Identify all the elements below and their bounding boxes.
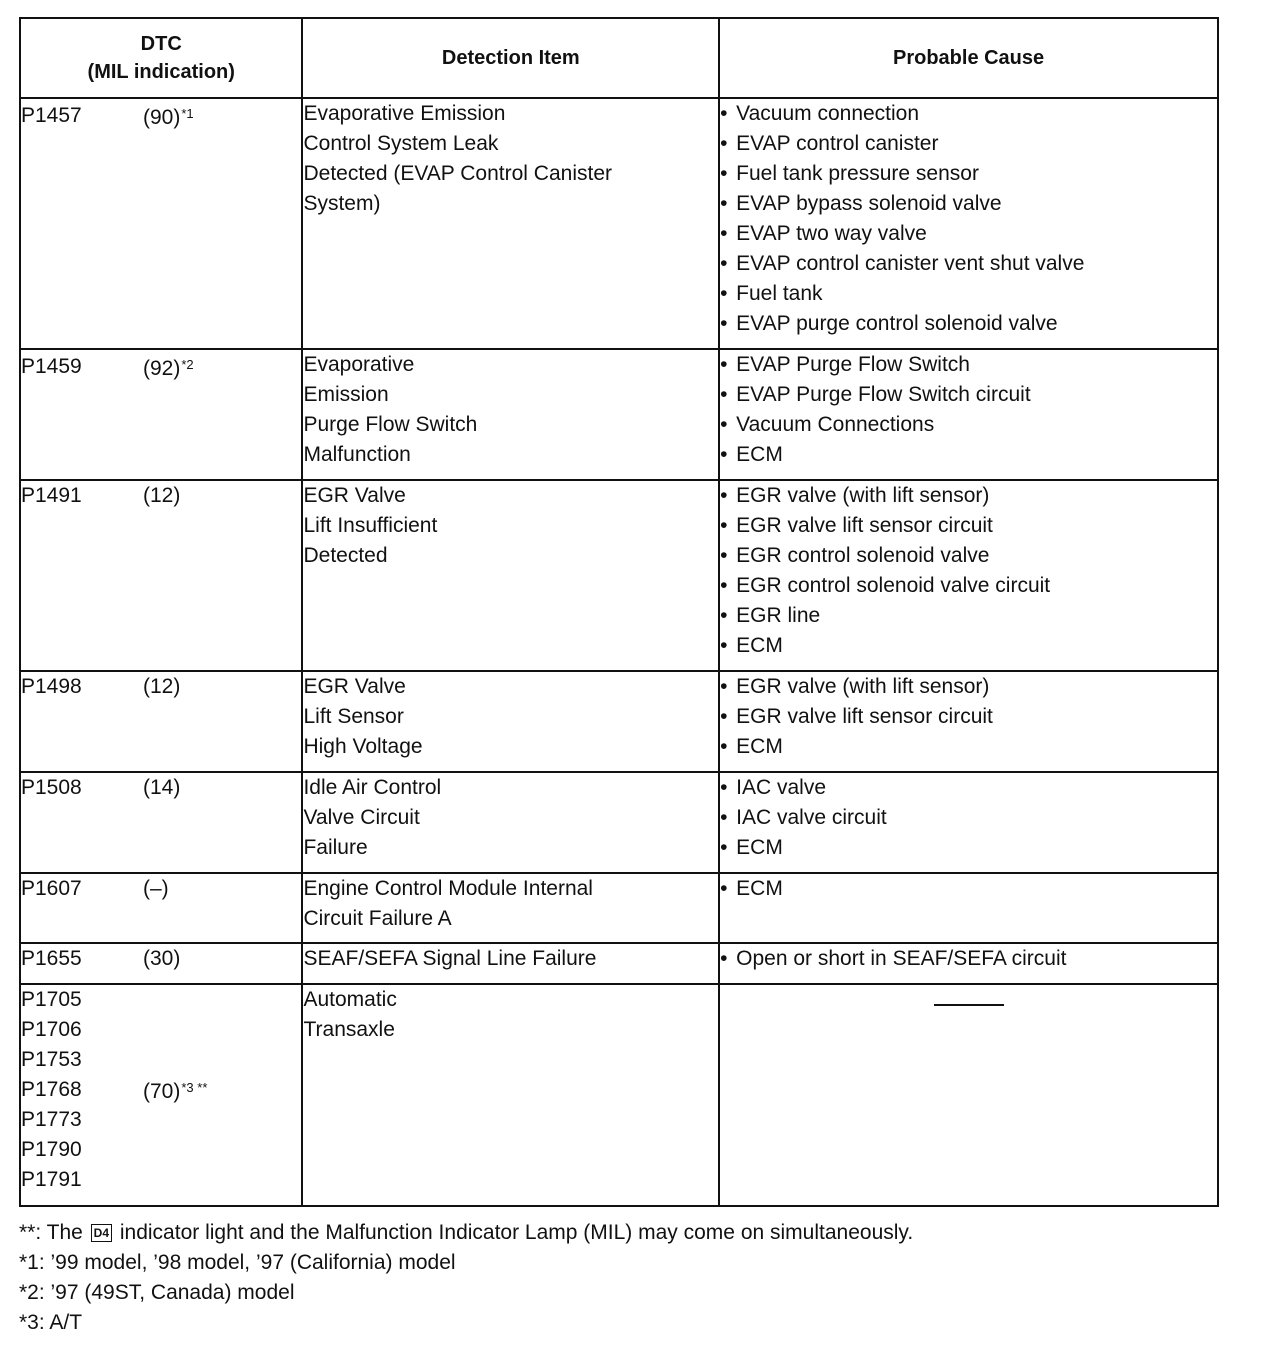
dtc-code: P1491 [21, 484, 82, 508]
detection-item-line: Malfunction [303, 443, 411, 466]
dtc-table [19, 17, 1219, 1207]
detection-item-cell [302, 98, 719, 349]
dtc-code: P1459 [21, 355, 82, 378]
dtc-code: P1706 [21, 1018, 82, 1041]
probable-cause-cell [719, 349, 1218, 480]
dtc-code: P1508 [21, 776, 82, 800]
mil-footnote-ref: *2 [181, 357, 194, 372]
detection-item-line: Evaporative Emission [303, 102, 506, 125]
header-dtc-line1: DTC [140, 33, 182, 55]
mil-indication [143, 672, 180, 702]
mil-indication [143, 773, 180, 803]
detection-item-cell [302, 349, 719, 480]
dtc-codes [21, 101, 143, 131]
footnote-d4-prefix: **: The [19, 1221, 83, 1244]
dtc-cell [20, 984, 302, 1206]
probable-cause-item: • EGR valve (with lift sensor) [720, 481, 1217, 511]
probable-cause-item: • EGR control solenoid valve [720, 541, 1217, 571]
mil-indication [143, 99, 194, 133]
detection-item-cell [302, 772, 719, 873]
mil-indication [143, 944, 180, 974]
detection-item-line: SEAF/SEFA Signal Line Failure [303, 947, 597, 970]
table-row [20, 873, 1218, 943]
probable-cause-item: • EVAP two way valve [720, 219, 1217, 249]
mil-footnote-ref: *1 [181, 106, 194, 121]
probable-cause-item: • Vacuum Connections [720, 410, 1217, 440]
detection-item-line: Failure [303, 836, 368, 859]
mil-indication [143, 481, 180, 511]
probable-cause-item: • ECM [720, 631, 1217, 661]
mil-value: (12) [143, 484, 181, 508]
detection-item-line: Circuit Failure A [303, 907, 452, 930]
probable-cause-item: • EGR valve (with lift sensor) [720, 672, 1217, 702]
detection-item-line: Idle Air Control [303, 776, 442, 799]
mil-footnote-ref: *3 ** [181, 1080, 208, 1095]
probable-cause-item: • EGR valve lift sensor circuit [720, 511, 1217, 541]
detection-item-line: Detected [303, 544, 388, 567]
table-row [20, 671, 1218, 772]
dtc-cell [20, 349, 302, 480]
probable-cause-cell [719, 98, 1218, 349]
mil-indication [143, 874, 169, 904]
detection-item-line: Emission [303, 383, 389, 406]
probable-cause-item: • ECM [720, 440, 1217, 470]
probable-cause-item: • Open or short in SEAF/SEFA circuit [720, 944, 1217, 974]
dtc-code: P1768 [21, 1078, 82, 1101]
dtc-codes [21, 352, 143, 382]
detection-item-cell [302, 984, 719, 1206]
table-row [20, 98, 1218, 349]
probable-cause-item: • EVAP control canister [720, 129, 1217, 159]
probable-cause-item: • IAC valve [720, 773, 1217, 803]
header-dtc [20, 18, 302, 98]
detection-item-cell [302, 671, 719, 772]
probable-cause-item: • EGR control solenoid valve circuit [720, 571, 1217, 601]
dtc-codes [21, 985, 143, 1195]
mil-indication [143, 350, 194, 384]
dtc-code: P1790 [21, 1138, 82, 1161]
mil-value: (92) [143, 357, 181, 380]
dtc-code: P1791 [21, 1168, 82, 1191]
detection-item-line: Engine Control Module Internal [303, 877, 593, 900]
mil-value: (–) [143, 877, 169, 901]
probable-cause-item: • EGR valve lift sensor circuit [720, 702, 1217, 732]
detection-item-line: Detected (EVAP Control Canister [303, 162, 612, 185]
table-row [20, 984, 1218, 1206]
detection-item-cell [302, 873, 719, 943]
table-row [20, 943, 1218, 984]
probable-cause-item: • Fuel tank pressure sensor [720, 159, 1217, 189]
detection-item-cell [302, 480, 719, 671]
table-row [20, 480, 1218, 671]
detection-item-line: Lift Insufficient [303, 514, 438, 537]
probable-cause-cell [719, 671, 1218, 772]
detection-item-line: Automatic [303, 988, 397, 1011]
detection-item-line: Lift Sensor [303, 705, 404, 728]
probable-cause-item: • Vacuum connection [720, 99, 1217, 129]
probable-cause-cell [719, 772, 1218, 873]
probable-cause-item: • EVAP control canister vent shut valve [720, 249, 1217, 279]
detection-item-line: EGR Valve [303, 675, 406, 698]
dtc-cell [20, 943, 302, 984]
dtc-code: P1457 [21, 104, 82, 127]
footnote-3: *3: A/T [19, 1311, 83, 1334]
mil-value: (12) [143, 675, 181, 699]
probable-cause-item: • EVAP Purge Flow Switch circuit [720, 380, 1217, 410]
detection-item-line: Purge Flow Switch [303, 413, 478, 436]
mil-value: (70) [143, 1080, 181, 1103]
probable-cause-cell [719, 873, 1218, 943]
header-row [20, 18, 1218, 98]
probable-cause-item: • EGR line [720, 601, 1217, 631]
probable-cause-cell [719, 480, 1218, 671]
probable-cause-item: • ECM [720, 874, 1217, 904]
footnote-d4 [19, 1218, 913, 1248]
detection-item-line: Valve Circuit [303, 806, 420, 829]
probable-cause-item: • ECM [720, 833, 1217, 863]
header-dtc-line2: (MIL indication) [87, 61, 235, 83]
dtc-codes [21, 481, 143, 511]
detection-item-line: System) [303, 192, 381, 215]
dtc-cell [20, 98, 302, 349]
dtc-code: P1607 [21, 877, 82, 901]
dtc-code: P1655 [21, 947, 82, 971]
probable-cause-cell [719, 943, 1218, 984]
footnotes [19, 1218, 913, 1338]
probable-cause-item: • IAC valve circuit [720, 803, 1217, 833]
detection-item-line: Transaxle [303, 1018, 395, 1041]
probable-cause-item: • EVAP bypass solenoid valve [720, 189, 1217, 219]
table-row [20, 349, 1218, 480]
detection-item-cell [302, 943, 719, 984]
dtc-cell [20, 671, 302, 772]
dtc-codes [21, 944, 143, 974]
table-row [20, 772, 1218, 873]
detection-item-line: EGR Valve [303, 484, 406, 507]
dtc-code: P1498 [21, 675, 82, 699]
mil-value: (30) [143, 947, 181, 971]
detection-item-line: Control System Leak [303, 132, 499, 155]
detection-item-line: High Voltage [303, 735, 423, 758]
dtc-code: P1773 [21, 1108, 82, 1131]
dtc-codes [21, 773, 143, 803]
dtc-code: P1705 [21, 988, 82, 1011]
probable-cause-item: • Fuel tank [720, 279, 1217, 309]
dtc-cell [20, 772, 302, 873]
header-detection: Detection Item [302, 18, 719, 98]
dtc-codes [21, 672, 143, 702]
dtc-cell [20, 480, 302, 671]
footnote-1: *1: ’99 model, ’98 model, ’97 (California) model [19, 1251, 456, 1274]
probable-cause-item: • ECM [720, 732, 1217, 762]
dtc-code: P1753 [21, 1048, 82, 1071]
probable-cause-empty [719, 984, 1218, 1206]
mil-value: (14) [143, 776, 181, 800]
mil-value: (90) [143, 106, 181, 129]
probable-cause-item: • EVAP Purge Flow Switch [720, 350, 1217, 380]
probable-cause-item: • EVAP purge control solenoid valve [720, 309, 1217, 339]
header-cause: Probable Cause [719, 18, 1218, 98]
dtc-cell [20, 873, 302, 943]
footnote-d4-suffix: indicator light and the Malfunction Indicator Lamp (MIL) may come on simultaneously. [119, 1221, 914, 1244]
footnote-2: *2: ’97 (49ST, Canada) model [19, 1281, 295, 1304]
dash-line [934, 1004, 1004, 1006]
detection-item-line: Evaporative [303, 353, 415, 376]
dtc-codes [21, 874, 143, 904]
d4-indicator-badge: D4 [91, 1224, 112, 1242]
mil-indication [143, 1073, 207, 1107]
